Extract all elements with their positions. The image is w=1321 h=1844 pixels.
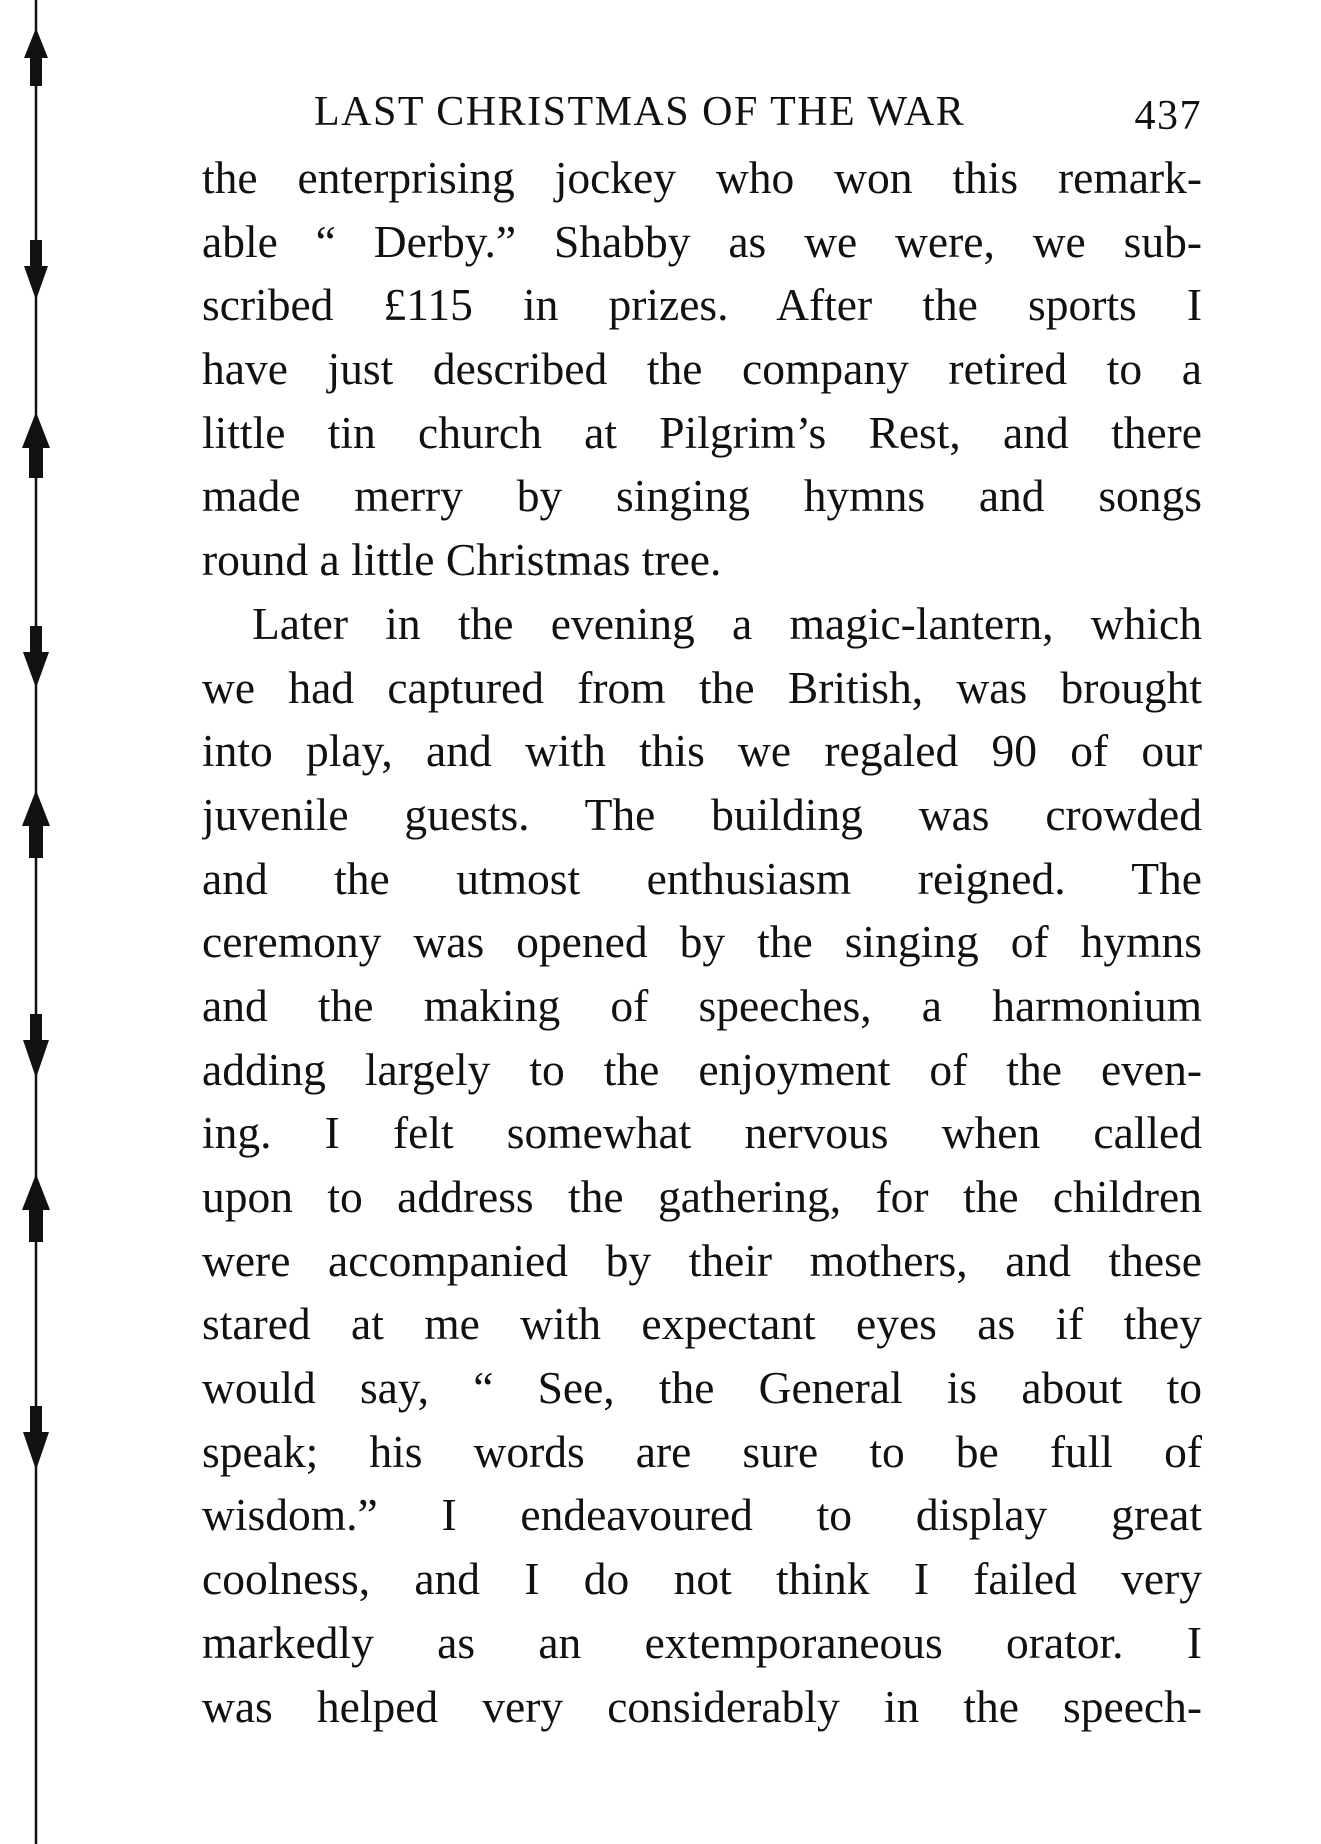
text-line: ceremony was opened by the singing of hymns xyxy=(202,916,1202,968)
book-page xyxy=(202,82,1202,1738)
text-line: round a little Christmas tree. xyxy=(202,534,722,586)
text-line: was helped very considerably in the speech- xyxy=(202,1680,1202,1732)
text-line: ing. I felt somewhat nervous when called xyxy=(202,1107,1202,1159)
text-line: wisdom.” I endeavoured to display great xyxy=(202,1489,1202,1541)
running-title: LAST CHRISTMAS OF THE WAR xyxy=(314,89,966,135)
text-line: have just described the company retired to a xyxy=(202,343,1202,395)
stitch-mark xyxy=(24,28,48,86)
stitch-mark xyxy=(22,1174,50,1242)
text-line: adding largely to the enjoyment of the even- xyxy=(202,1043,1202,1095)
text-line: and the utmost enthusiasm reigned. The xyxy=(202,852,1202,904)
text-line: Later in the evening a magic-lantern, which xyxy=(252,597,1202,649)
paragraph-2 xyxy=(202,592,1202,1738)
stitch-mark xyxy=(23,1406,49,1470)
paragraph-1 xyxy=(202,146,1202,592)
text-line: speak; his words are sure to be full of xyxy=(202,1425,1202,1477)
text-line: made merry by singing hymns and songs xyxy=(202,470,1202,522)
text-line: little tin church at Pilgrim’s Rest, and there xyxy=(202,406,1202,458)
text-line: stared at me with expectant eyes as if they xyxy=(202,1298,1202,1350)
text-line: upon to address the gathering, for the children xyxy=(202,1171,1202,1222)
binding-edge-ornament xyxy=(0,0,90,1844)
running-head xyxy=(202,82,1202,146)
text-line: into play, and with this we regaled 90 of our xyxy=(202,725,1202,777)
stitch-mark xyxy=(24,240,48,300)
stitch-mark xyxy=(22,412,50,478)
page-number: 437 xyxy=(1134,93,1202,139)
text-line: able “ Derby.” Shabby as we were, we sub- xyxy=(202,215,1202,267)
text-line: we had captured from the British, was brought xyxy=(202,661,1202,713)
stitch-mark xyxy=(22,790,50,858)
text-line: and the making of speeches, a harmonium xyxy=(202,979,1202,1031)
text-line: were accompanied by their mothers, and these xyxy=(202,1234,1202,1286)
text-line: coolness, and I do not think I failed very xyxy=(202,1553,1202,1605)
stitch-mark xyxy=(23,626,49,688)
text-line: would say, “ See, the General is about to xyxy=(202,1362,1202,1414)
text-line: juvenile guests. The building was crowded xyxy=(202,788,1202,840)
text-line: scribed £115 in prizes. After the sports I xyxy=(202,279,1202,331)
stitch-mark xyxy=(23,1014,49,1078)
text-line: the enterprising jockey who won this remark- xyxy=(202,152,1202,203)
text-line: markedly as an extemporaneous orator. I xyxy=(202,1616,1202,1668)
